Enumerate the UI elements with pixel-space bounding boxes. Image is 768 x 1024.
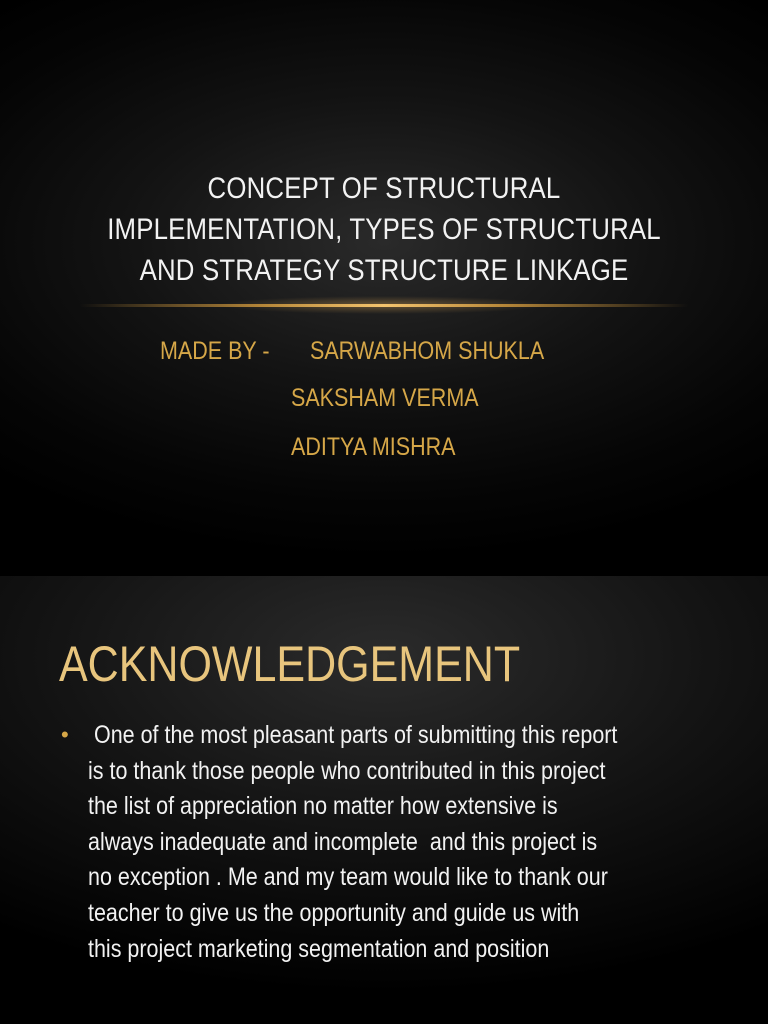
acknowledgement-body <box>88 718 707 967</box>
body-line: this project marketing segmentation and position <box>88 934 550 963</box>
credits-label: MADE BY - <box>160 337 270 365</box>
body-line: One of the most pleasant parts of submitting this report <box>88 721 618 749</box>
divider-line <box>80 304 688 307</box>
credit-name: ADITYA MISHRA <box>291 433 456 461</box>
body-line: no exception . Me and my team would like to thank our <box>88 863 608 892</box>
body-line: always inadequate and incomplete and this project is <box>88 827 598 856</box>
slide-heading: ACKNOWLEDGEMENT <box>59 636 521 692</box>
credit-name: SAKSHAM VERMA <box>291 384 479 412</box>
body-line: is to thank those people who contributed in this project <box>88 756 606 785</box>
body-line: teacher to give us the opportunity and guide us with <box>88 898 580 927</box>
credit-name: SARWABHOM SHUKLA <box>310 337 545 365</box>
title-line: AND STRATEGY STRUCTURE LINKAGE <box>139 254 629 287</box>
title-line: CONCEPT OF STRUCTURAL <box>207 172 561 205</box>
bullet-icon: • <box>61 722 69 747</box>
title-line: IMPLEMENTATION, TYPES OF STRUCTURAL <box>107 213 661 246</box>
body-line: the list of appreciation no matter how extensive is <box>88 792 558 821</box>
slide-title <box>88 168 680 291</box>
